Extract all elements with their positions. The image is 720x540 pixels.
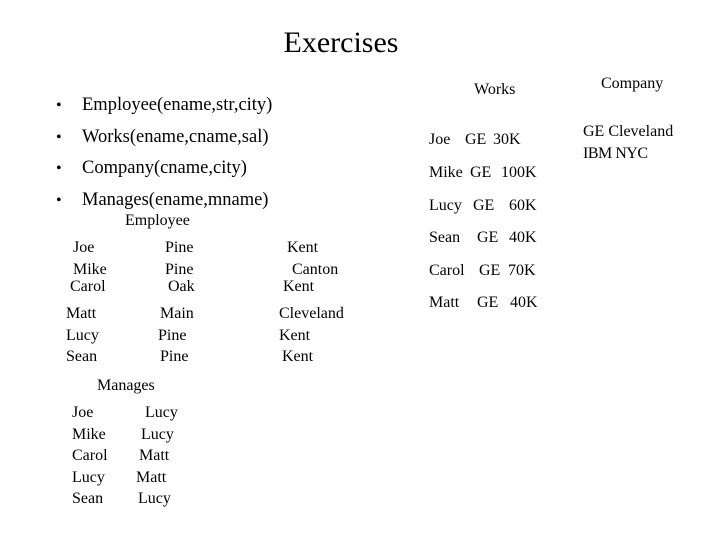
works-ename: Carol: [429, 262, 465, 279]
manages-ename: Joe: [72, 404, 94, 421]
manages-ename: Lucy: [72, 469, 105, 486]
employee-ename: Mike: [73, 261, 107, 278]
manages-ename: Carol: [72, 447, 108, 464]
employee-str: Pine: [160, 348, 189, 365]
employee-str: Pine: [165, 261, 194, 278]
company-city: NYC: [615, 145, 648, 162]
employee-city: Canton: [292, 261, 339, 278]
employee-ename: Sean: [66, 348, 98, 365]
works-row: [429, 229, 537, 247]
bullet-icon: •: [56, 128, 62, 146]
works-sal: 70K: [508, 262, 536, 279]
employee-str: Pine: [158, 327, 187, 344]
bullet-manages-schema: • Manages(ename,mname): [56, 187, 272, 219]
employee-ename: Carol: [70, 278, 106, 295]
works-sal: 100K: [501, 164, 537, 181]
employee-str: Main: [160, 305, 194, 322]
bullet-company-schema: • Company(cname,city): [56, 155, 272, 187]
works-ename: Sean: [429, 229, 461, 246]
works-cname: GE: [477, 294, 499, 311]
bullet-works-schema: • Works(ename,cname,sal): [56, 124, 272, 156]
works-cname: GE: [465, 131, 487, 148]
company-table-label: Company: [601, 75, 664, 92]
works-table-label: Works: [474, 81, 516, 98]
employee-ename: Joe: [73, 239, 95, 256]
manages-ename: Sean: [72, 490, 104, 507]
works-row: [429, 197, 537, 215]
works-sal: 30K: [493, 131, 521, 148]
employee-city: Kent: [279, 327, 311, 344]
bullet-icon: •: [56, 191, 62, 209]
company-row: [583, 123, 673, 141]
works-row: [429, 164, 537, 182]
employee-city: Kent: [283, 278, 315, 295]
works-ename: Joe: [429, 131, 451, 148]
manages-mname: Matt: [139, 447, 170, 464]
employee-table-label: Employee: [125, 212, 190, 229]
works-cname: GE: [470, 164, 492, 181]
company-cname: GE: [583, 123, 605, 140]
slide-title: Exercises: [283, 26, 399, 59]
company-city: Cleveland: [608, 123, 674, 140]
company-row: [583, 145, 648, 163]
works-cname: GE: [477, 229, 499, 246]
works-cname: GE: [473, 197, 495, 214]
bullet-employee-schema: • Employee(ename,str,city): [56, 92, 272, 124]
employee-ename: Matt: [66, 305, 97, 322]
works-ename: Mike: [429, 164, 463, 181]
manages-table-label: Manages: [97, 377, 155, 394]
works-row: [429, 131, 521, 149]
works-cname: GE: [479, 262, 501, 279]
works-sal: 40K: [510, 294, 538, 311]
manages-ename: Mike: [72, 426, 106, 443]
employee-str: Oak: [168, 278, 195, 295]
manages-mname: Matt: [136, 469, 167, 486]
bullet-icon: •: [56, 97, 62, 114]
works-sal: 40K: [509, 229, 537, 246]
employee-ename: Lucy: [66, 327, 99, 344]
employee-city: Kent: [287, 239, 319, 256]
manages-mname: Lucy: [138, 490, 171, 507]
employee-str: Pine: [165, 239, 194, 256]
schema-bullet-list: [56, 92, 272, 218]
works-row: [429, 262, 536, 280]
manages-mname: Lucy: [141, 426, 174, 443]
works-ename: Lucy: [429, 197, 462, 214]
works-row: [429, 294, 538, 312]
employee-city: Cleveland: [279, 305, 344, 322]
works-ename: Matt: [429, 294, 460, 311]
works-sal: 60K: [509, 197, 537, 214]
employee-city: Kent: [282, 348, 314, 365]
bullet-icon: •: [56, 160, 62, 177]
company-cname: IBM: [583, 145, 612, 162]
manages-mname: Lucy: [145, 404, 178, 421]
